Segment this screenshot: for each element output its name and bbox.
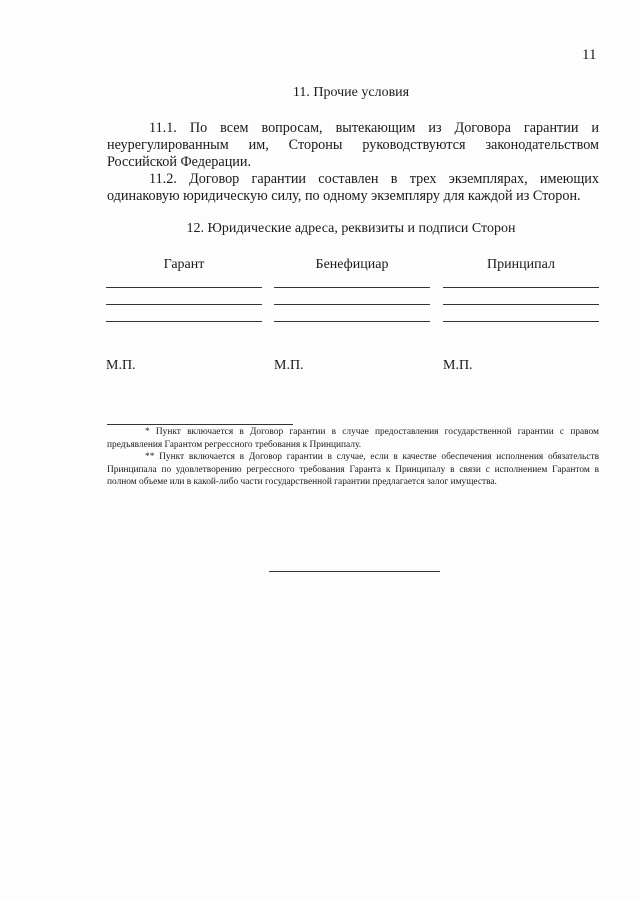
footnotes: [107, 426, 599, 489]
section-12-title: 12. Юридические адреса, реквизиты и подписи Сторон: [186, 221, 516, 236]
clause-11-1-text: 11.1. По всем вопросам, вытекающим из Договора гарантии и неурегулированным им, Стороны руководствуются законодательством Российской Федерации.: [107, 120, 599, 170]
end-rule: [269, 571, 440, 572]
signature-line: [274, 287, 430, 288]
signature-line: [274, 321, 430, 322]
signature-line: [274, 304, 430, 305]
signature-line: [443, 321, 599, 322]
stamp-place-beneficiary: М.П.: [274, 358, 304, 373]
signature-line: [106, 304, 262, 305]
stamp-place-principal: М.П.: [443, 358, 473, 373]
signature-line: [443, 287, 599, 288]
section-11-title: 11. Прочие условия: [292, 85, 410, 100]
clause-11-2-text: 11.2. Договор гарантии составлен в трех экземплярах, имеющих одинаковую юридическую силу, по одному экземпляру для каждой из Сторон.: [107, 171, 599, 204]
footnote-2: ** Пункт включается в Договор гарантии в случае, если в качестве обеспечения исполнения обязательств Принципала по удовлетворению регрессного требования Гаранта к Принципалу в связи с исполнением Гарантом в полном объеме или в какой-либо части государственной гарантии предлагается залог имущества.: [107, 452, 599, 487]
footnote-1: * Пункт включается в Договор гарантии в случае предоставления государственной гарантии с правом предъявления Гарантом регрессного требования к Принципалу.: [107, 427, 599, 450]
stamp-place-guarantor: М.П.: [106, 358, 136, 373]
signature-heading-beneficiary: Бенефициар: [315, 257, 389, 272]
signature-line: [106, 321, 262, 322]
signature-line: [443, 304, 599, 305]
signature-heading-guarantor: Гарант: [163, 257, 205, 272]
footnote-separator: [107, 424, 293, 425]
clause-11-2: [107, 171, 599, 205]
page-number: 11: [582, 47, 597, 63]
clause-11-1: [107, 120, 599, 171]
signature-line: [106, 287, 262, 288]
signature-heading-principal: Принципал: [487, 257, 555, 272]
